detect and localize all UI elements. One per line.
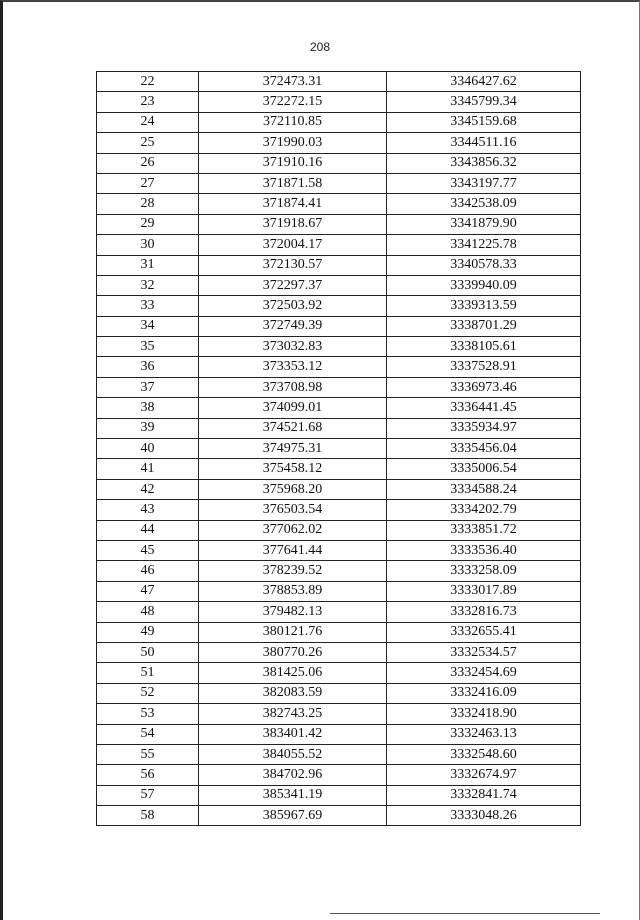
- point-number-cell: 24: [97, 112, 199, 132]
- x-coordinate-cell: 372110.85: [199, 112, 387, 132]
- x-coordinate-cell: 371918.67: [199, 214, 387, 234]
- table-row: [97, 581, 581, 601]
- y-coordinate-cell: 3332816.73: [387, 602, 581, 622]
- y-coordinate-cell: 3345159.68: [387, 112, 581, 132]
- x-coordinate-cell: 379482.13: [199, 602, 387, 622]
- point-number-cell: 30: [97, 235, 199, 255]
- point-number-cell: 51: [97, 663, 199, 683]
- table-row: [97, 337, 581, 357]
- y-coordinate-cell: 3342538.09: [387, 194, 581, 214]
- scan-edge-line: [330, 913, 600, 914]
- point-number-cell: 47: [97, 581, 199, 601]
- point-number-cell: 58: [97, 806, 199, 826]
- table-row: [97, 744, 581, 764]
- table-row: [97, 275, 581, 295]
- table-row: [97, 642, 581, 662]
- x-coordinate-cell: 378239.52: [199, 561, 387, 581]
- point-number-cell: 49: [97, 622, 199, 642]
- point-number-cell: 33: [97, 296, 199, 316]
- point-number-cell: 55: [97, 744, 199, 764]
- table-row: [97, 459, 581, 479]
- x-coordinate-cell: 372130.57: [199, 255, 387, 275]
- y-coordinate-cell: 3344511.16: [387, 133, 581, 153]
- x-coordinate-cell: 371910.16: [199, 153, 387, 173]
- table-row: [97, 622, 581, 642]
- point-number-cell: 25: [97, 133, 199, 153]
- y-coordinate-cell: 3332655.41: [387, 622, 581, 642]
- x-coordinate-cell: 377641.44: [199, 540, 387, 560]
- x-coordinate-cell: 374521.68: [199, 418, 387, 438]
- x-coordinate-cell: 375968.20: [199, 479, 387, 499]
- point-number-cell: 23: [97, 92, 199, 112]
- table-row: [97, 92, 581, 112]
- point-number-cell: 45: [97, 540, 199, 560]
- table-row: [97, 520, 581, 540]
- point-number-cell: 31: [97, 255, 199, 275]
- x-coordinate-cell: 374975.31: [199, 439, 387, 459]
- x-coordinate-cell: 380770.26: [199, 642, 387, 662]
- table-row: [97, 439, 581, 459]
- y-coordinate-cell: 3340578.33: [387, 255, 581, 275]
- point-number-cell: 54: [97, 724, 199, 744]
- table-row: [97, 296, 581, 316]
- y-coordinate-cell: 3332548.60: [387, 744, 581, 764]
- table-row: [97, 724, 581, 744]
- table-row: [97, 765, 581, 785]
- point-number-cell: 22: [97, 72, 199, 92]
- y-coordinate-cell: 3332841.74: [387, 785, 581, 805]
- y-coordinate-cell: 3341879.90: [387, 214, 581, 234]
- x-coordinate-cell: 371990.03: [199, 133, 387, 153]
- coordinate-table-body: [97, 72, 581, 826]
- coordinate-table: [96, 71, 581, 826]
- y-coordinate-cell: 3346427.62: [387, 72, 581, 92]
- point-number-cell: 37: [97, 377, 199, 397]
- y-coordinate-cell: 3333851.72: [387, 520, 581, 540]
- table-row: [97, 806, 581, 826]
- point-number-cell: 38: [97, 398, 199, 418]
- y-coordinate-cell: 3332418.90: [387, 704, 581, 724]
- y-coordinate-cell: 3336973.46: [387, 377, 581, 397]
- point-number-cell: 39: [97, 418, 199, 438]
- y-coordinate-cell: 3343197.77: [387, 173, 581, 193]
- y-coordinate-cell: 3339313.59: [387, 296, 581, 316]
- point-number-cell: 40: [97, 439, 199, 459]
- table-row: [97, 194, 581, 214]
- point-number-cell: 34: [97, 316, 199, 336]
- x-coordinate-cell: 373708.98: [199, 377, 387, 397]
- x-coordinate-cell: 371871.58: [199, 173, 387, 193]
- point-number-cell: 50: [97, 642, 199, 662]
- y-coordinate-cell: 3334202.79: [387, 500, 581, 520]
- x-coordinate-cell: 373032.83: [199, 337, 387, 357]
- table-row: [97, 112, 581, 132]
- table-row: [97, 500, 581, 520]
- y-coordinate-cell: 3333258.09: [387, 561, 581, 581]
- x-coordinate-cell: 372297.37: [199, 275, 387, 295]
- table-row: [97, 540, 581, 560]
- x-coordinate-cell: 384055.52: [199, 744, 387, 764]
- table-row: [97, 479, 581, 499]
- x-coordinate-cell: 374099.01: [199, 398, 387, 418]
- point-number-cell: 29: [97, 214, 199, 234]
- table-row: [97, 418, 581, 438]
- x-coordinate-cell: 385967.69: [199, 806, 387, 826]
- y-coordinate-cell: 3338105.61: [387, 337, 581, 357]
- x-coordinate-cell: 375458.12: [199, 459, 387, 479]
- x-coordinate-cell: 380121.76: [199, 622, 387, 642]
- point-number-cell: 52: [97, 683, 199, 703]
- point-number-cell: 42: [97, 479, 199, 499]
- table-row: [97, 316, 581, 336]
- x-coordinate-cell: 372749.39: [199, 316, 387, 336]
- point-number-cell: 32: [97, 275, 199, 295]
- x-coordinate-cell: 384702.96: [199, 765, 387, 785]
- table-row: [97, 398, 581, 418]
- y-coordinate-cell: 3332674.97: [387, 765, 581, 785]
- y-coordinate-cell: 3343856.32: [387, 153, 581, 173]
- x-coordinate-cell: 372503.92: [199, 296, 387, 316]
- point-number-cell: 56: [97, 765, 199, 785]
- x-coordinate-cell: 373353.12: [199, 357, 387, 377]
- table-row: [97, 663, 581, 683]
- x-coordinate-cell: 383401.42: [199, 724, 387, 744]
- point-number-cell: 27: [97, 173, 199, 193]
- point-number-cell: 43: [97, 500, 199, 520]
- y-coordinate-cell: 3335006.54: [387, 459, 581, 479]
- y-coordinate-cell: 3332463.13: [387, 724, 581, 744]
- point-number-cell: 46: [97, 561, 199, 581]
- table-row: [97, 683, 581, 703]
- y-coordinate-cell: 3345799.34: [387, 92, 581, 112]
- x-coordinate-cell: 377062.02: [199, 520, 387, 540]
- table-row: [97, 704, 581, 724]
- y-coordinate-cell: 3335934.97: [387, 418, 581, 438]
- point-number-cell: 26: [97, 153, 199, 173]
- point-number-cell: 41: [97, 459, 199, 479]
- y-coordinate-cell: 3332454.69: [387, 663, 581, 683]
- table-row: [97, 133, 581, 153]
- table-row: [97, 235, 581, 255]
- table-row: [97, 173, 581, 193]
- point-number-cell: 57: [97, 785, 199, 805]
- y-coordinate-cell: 3339940.09: [387, 275, 581, 295]
- table-row: [97, 357, 581, 377]
- y-coordinate-cell: 3336441.45: [387, 398, 581, 418]
- point-number-cell: 53: [97, 704, 199, 724]
- y-coordinate-cell: 3341225.78: [387, 235, 581, 255]
- point-number-cell: 44: [97, 520, 199, 540]
- point-number-cell: 48: [97, 602, 199, 622]
- y-coordinate-cell: 3332416.09: [387, 683, 581, 703]
- x-coordinate-cell: 382743.25: [199, 704, 387, 724]
- y-coordinate-cell: 3333048.26: [387, 806, 581, 826]
- table-row: [97, 602, 581, 622]
- table-row: [97, 214, 581, 234]
- point-number-cell: 28: [97, 194, 199, 214]
- x-coordinate-cell: 376503.54: [199, 500, 387, 520]
- table-row: [97, 785, 581, 805]
- y-coordinate-cell: 3333017.89: [387, 581, 581, 601]
- y-coordinate-cell: 3332534.57: [387, 642, 581, 662]
- point-number-cell: 36: [97, 357, 199, 377]
- table-row: [97, 561, 581, 581]
- y-coordinate-cell: 3337528.91: [387, 357, 581, 377]
- x-coordinate-cell: 372473.31: [199, 72, 387, 92]
- y-coordinate-cell: 3338701.29: [387, 316, 581, 336]
- table-row: [97, 255, 581, 275]
- x-coordinate-cell: 378853.89: [199, 581, 387, 601]
- y-coordinate-cell: 3335456.04: [387, 439, 581, 459]
- x-coordinate-cell: 381425.06: [199, 663, 387, 683]
- x-coordinate-cell: 371874.41: [199, 194, 387, 214]
- point-number-cell: 35: [97, 337, 199, 357]
- page-number: 208: [309, 40, 331, 54]
- x-coordinate-cell: 382083.59: [199, 683, 387, 703]
- y-coordinate-cell: 3334588.24: [387, 479, 581, 499]
- x-coordinate-cell: 372004.17: [199, 235, 387, 255]
- x-coordinate-cell: 385341.19: [199, 785, 387, 805]
- y-coordinate-cell: 3333536.40: [387, 540, 581, 560]
- table-row: [97, 72, 581, 92]
- table-row: [97, 377, 581, 397]
- x-coordinate-cell: 372272.15: [199, 92, 387, 112]
- table-row: [97, 153, 581, 173]
